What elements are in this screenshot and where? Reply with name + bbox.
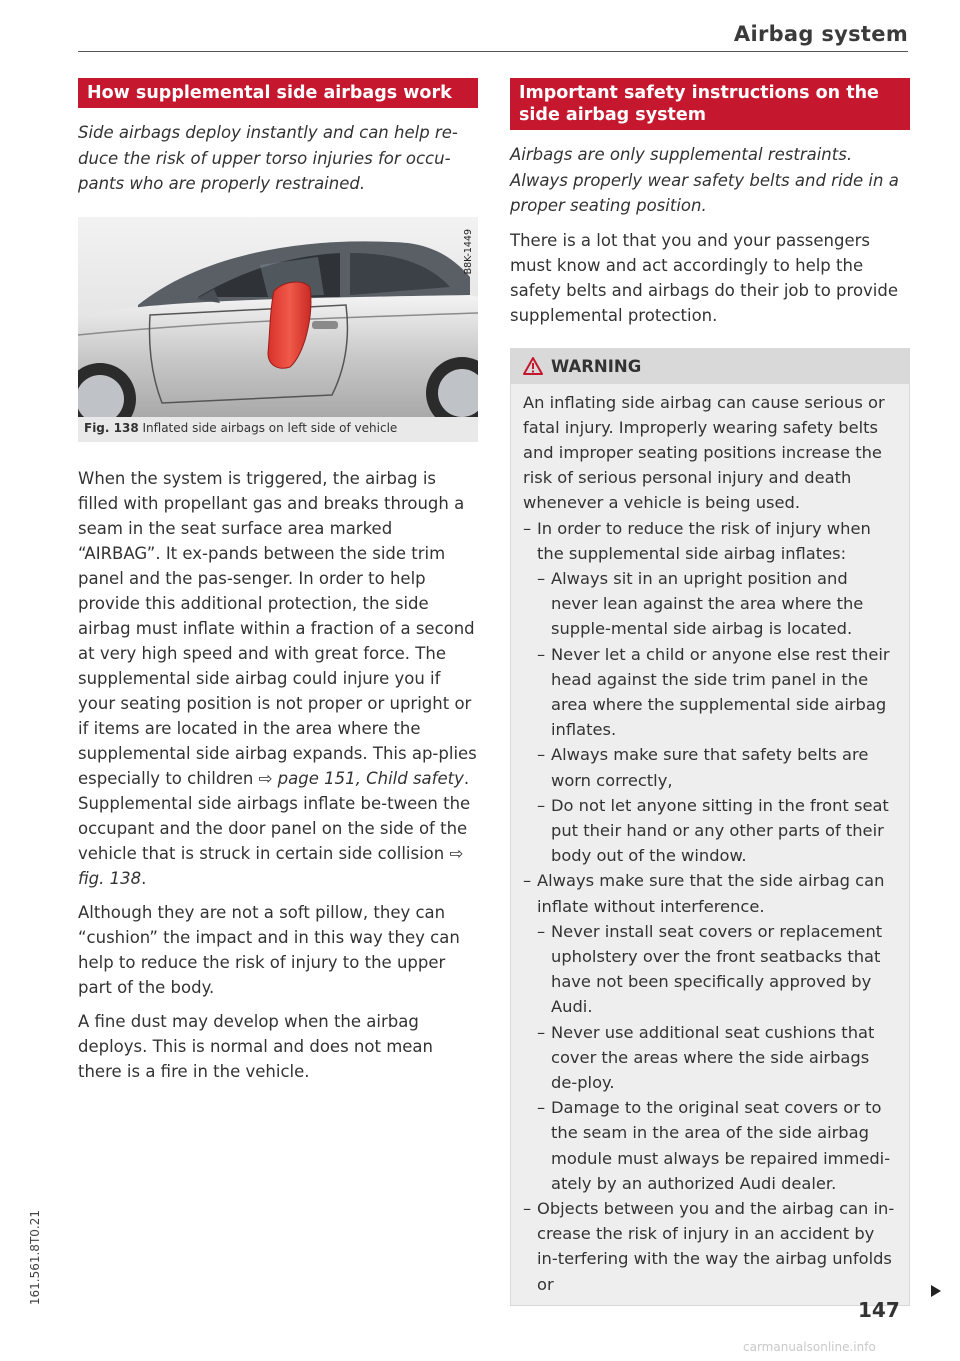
warning-sublist-1 [537,566,897,868]
continue-arrow-icon [931,1285,941,1297]
left-paragraph-2: Although they are not a soft pillow, they can “cushion” the impact and in this way they can help to reduce the risk of injury to the upper part of the body. [78,902,460,997]
list-item: – Always make sure that safety belts are worn correctly, [537,742,897,792]
warning-item-2: Always make sure that the side airbag can inflate without interference. [537,871,885,916]
figure-caption-text: Inflated side airbags on left side of vehicle [138,420,398,435]
figure-caption [84,421,397,435]
warning-box [510,348,910,1306]
list-item: – Never install seat covers or replacement upholstery over the front seatbacks that have not been specifically approved by Audi. [537,919,897,1020]
document-code: 161.561.8T0.21 [28,1210,42,1306]
page-number: 147 [858,1298,900,1322]
left-column [78,78,478,1084]
warning-title: WARNING [551,356,642,376]
warning-list [523,516,897,1297]
figure-caption-label: Fig. 138 [84,420,139,435]
list-item: – Do not let anyone sitting in the front seat put their hand or any other parts of their body out of the window. [537,793,897,869]
fig-138-link[interactable]: ⇨ fig. 138 [78,843,464,888]
car-side-airbag-illustration [78,217,478,417]
list-item: – Never let a child or anyone else rest their head against the side trim panel in the area where the supplemental side airbag inflates. [537,642,897,743]
car-illustration-svg [78,217,478,417]
warning-item-1: In order to reduce the risk of injury when the supplemental side airbag inflates: [537,518,871,563]
list-item: – Damage to the original seat covers or to the seam in the area of the side airbag module must always be repaired immedi-ately by an authorized Audi dealer. [537,1095,897,1196]
left-paragraph-1 [78,466,478,891]
list-item: – Never use additional seat cushions that cover the areas where the side airbags de-ploy. [537,1020,897,1096]
list-item [523,868,897,1196]
warning-body [511,384,909,1305]
header-rule [78,51,908,52]
right-intro: Airbags are only supplemental restraints. Always properly wear safety belts and ride in a proper seating position. [510,145,899,215]
left-paragraph-1-b: . Supplemental side airbags inflate be-tween the occupant and the door panel on the side of the vehicle that is struck in certain side collision [78,768,471,863]
right-heading: Important safety instructions on the side airbag system [510,78,910,130]
figure-138 [78,217,478,442]
left-heading: How supplemental side airbags work [78,78,478,108]
section-title: Airbag system [733,22,908,46]
left-intro: Side airbags deploy instantly and can help re-duce the risk of upper torso injuries for occu-pants who are properly restrained. [78,123,458,193]
right-paragraph-1: There is a lot that you and your passengers must know and act accordingly to help the safety belts and airbags do their job to provide supplemental protection. [510,230,899,325]
figure-code: B8K-1449 [463,228,474,274]
list-item: – Objects between you and the airbag can in-crease the risk of injury in an accident by in-terfering with the way the airbag unfolds or [523,1196,897,1297]
list-item [523,516,897,869]
warning-triangle-icon [523,357,543,375]
left-paragraph-3: A fine dust may develop when the airbag deploys. This is normal and does not mean there is a fire in the vehicle. [78,1011,433,1081]
watermark: carmanualsonline.info [743,1340,876,1354]
warning-sublist-2 [537,919,897,1196]
left-paragraph-1-a: When the system is triggered, the airbag is filled with propellant gas and breaks through a seam in the seat surface area marked “AIRBAG”. It ex-pands between the side trim panel and the pas-senger. In order to help provide this additional protection, the side airbag must inflate within a fraction of a second at very high speed and with great force. The supplemental side airbag could injure you if your seating position is not proper or upright or if items are located in the area where the supplemental side airbag expands. This ap-plies especially to children [78,468,477,788]
right-column [510,78,910,1306]
warning-intro: An inflating side airbag can cause serious or fatal injury. Improperly wearing safety belts and improper seating positions increase the risk of serious personal injury and death whenever a vehicle is being used. [523,392,885,513]
list-item: – Always sit in an upright position and never lean against the area where the supple-mental side airbag is located. [537,566,897,642]
left-paragraph-1-c: . [141,868,147,888]
warning-header [511,349,909,384]
child-safety-link[interactable]: ⇨ page 151, Child safety [258,768,464,788]
